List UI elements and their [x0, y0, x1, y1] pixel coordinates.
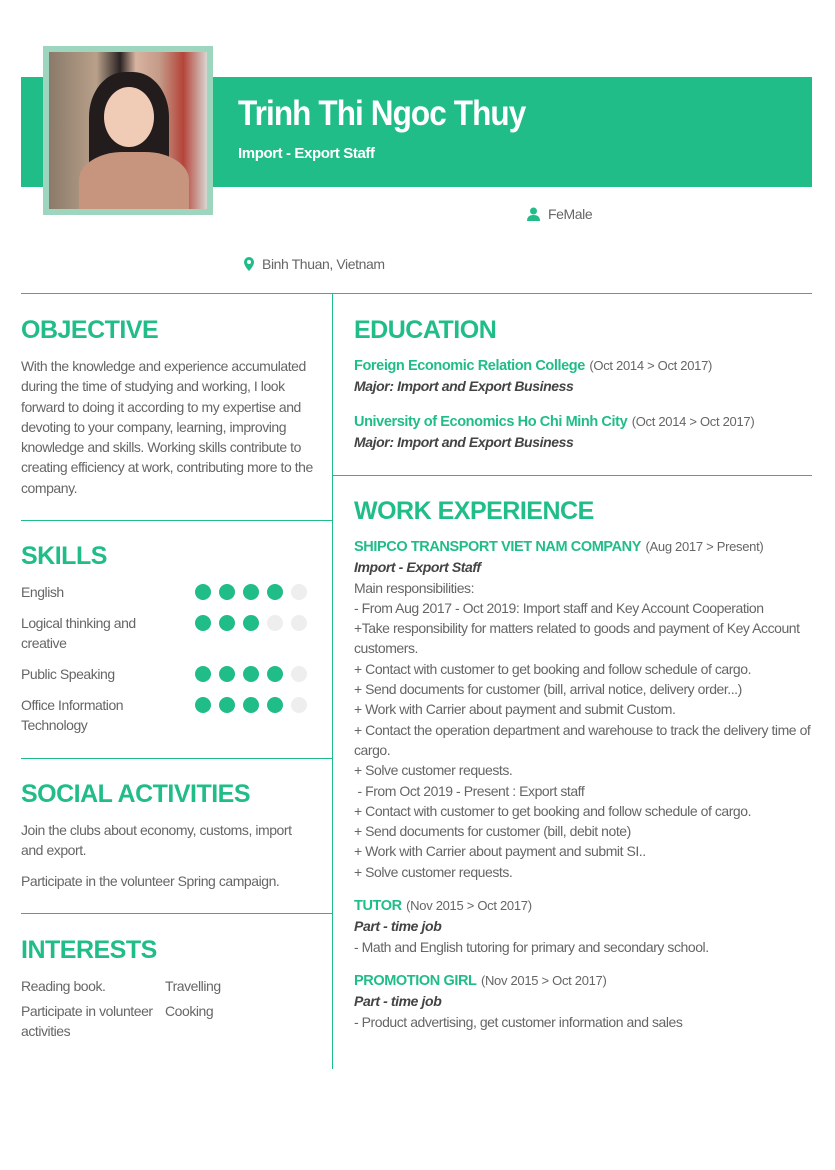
divider	[21, 520, 332, 521]
rating-dot	[195, 615, 211, 631]
rating-dot	[219, 666, 235, 682]
rating-dot	[219, 697, 235, 713]
work-line: +Take responsibility for matters related to goods and payment of Key Account customers.	[354, 620, 804, 657]
candidate-title: Import - Export Staff	[238, 145, 375, 162]
rating-dot	[219, 615, 235, 631]
work-role: Part - time job	[354, 918, 442, 935]
location: Binh Thuan, Vietnam	[262, 256, 385, 272]
rating-dot	[267, 666, 283, 682]
school-date: (Oct 2014 > Oct 2017)	[589, 358, 713, 373]
company-name: SHIPCO TRANSPORT VIET NAM COMPANY	[354, 539, 642, 555]
skill-rating	[195, 615, 307, 654]
work-item	[354, 971, 816, 1032]
work-role: Part - time job	[354, 993, 442, 1010]
social-item: Participate in the volunteer Spring campaign.	[21, 872, 280, 889]
rating-dot	[291, 697, 307, 713]
rating-dot	[267, 615, 283, 631]
work-line: - Product advertising, get customer information and sales	[354, 1013, 683, 1030]
rating-dot	[291, 584, 307, 600]
work-role: Import - Export Staff	[354, 559, 481, 576]
skill-item	[21, 582, 311, 602]
column-divider	[332, 293, 333, 1069]
work-line: + Contact the operation department and warehouse to track the delivery time of cargo.	[354, 721, 814, 758]
skill-item	[21, 613, 311, 654]
interest-item: Cooking	[165, 1003, 214, 1019]
interests-heading: INTERESTS	[21, 936, 157, 964]
rating-dot	[243, 666, 259, 682]
skill-label: Logical thinking and creative	[21, 615, 136, 652]
location-info	[244, 256, 385, 272]
gender-info	[527, 206, 592, 222]
work-line: + Work with Carrier about payment and submit SI..	[354, 843, 646, 860]
work-line: + Send documents for customer (bill, arrival notice, delivery order...)	[354, 681, 742, 698]
divider	[332, 475, 812, 476]
skills-heading: SKILLS	[21, 542, 107, 570]
candidate-name: Trinh Thi Ngoc Thuy	[238, 94, 526, 133]
work-line: Main responsibilities:	[354, 579, 475, 596]
work-line: - From Oct 2019 - Present : Export staff	[354, 782, 585, 799]
skill-label: Office Information Technology	[21, 697, 124, 734]
education-list	[354, 356, 814, 452]
major: Major: Import and Export Business	[354, 434, 574, 450]
school-date: (Oct 2014 > Oct 2017)	[631, 414, 755, 429]
major: Major: Import and Export Business	[354, 378, 574, 394]
education-item	[354, 356, 814, 396]
rating-dot	[243, 697, 259, 713]
work-date: (Nov 2015 > Oct 2017)	[406, 898, 532, 914]
work-item	[354, 896, 816, 957]
skill-label: Public Speaking	[21, 666, 115, 682]
rating-dot	[195, 584, 211, 600]
rating-dot	[243, 615, 259, 631]
divider	[21, 758, 332, 759]
rating-dot	[291, 615, 307, 631]
rating-dot	[267, 697, 283, 713]
interest-item: Participate in volunteer activities	[21, 1003, 153, 1040]
gender: FeMale	[548, 206, 593, 222]
profile-photo	[43, 46, 213, 215]
rating-dot	[291, 666, 307, 682]
education-heading: EDUCATION	[354, 316, 497, 344]
objective-text: With the knowledge and experience accumulated during the time of studying and working, I look forward to doing it according to my expertise and devoting to your company, learning, improving knowledge and skills. Working skills contribute to creating efficiency at work, contributing more to the company.	[21, 358, 313, 496]
work-line: - From Aug 2017 - Oct 2019: Import staff and Key Account Cooperation	[354, 599, 764, 616]
skill-label: English	[21, 584, 64, 600]
school-name: University of Economics Ho Chi Minh City	[354, 414, 628, 430]
social-list	[21, 820, 316, 891]
social-heading: SOCIAL ACTIVITIES	[21, 780, 251, 808]
social-item: Join the clubs about economy, customs, import and export.	[21, 822, 292, 859]
skill-rating	[195, 666, 307, 684]
work-line: + Contact with customer to get booking and follow schedule of cargo.	[354, 802, 752, 819]
rating-dot	[195, 697, 211, 713]
work-line: + Send documents for customer (bill, debit note)	[354, 823, 631, 840]
work-item	[354, 537, 816, 882]
rating-dot	[219, 584, 235, 600]
work-line: - Math and English tutoring for primary and secondary school.	[354, 938, 709, 955]
interest-item: Travelling	[165, 978, 221, 994]
work-line: + Work with Carrier about payment and submit Custom.	[354, 701, 676, 718]
skill-rating	[195, 584, 307, 602]
work-heading: WORK EXPERIENCE	[354, 497, 594, 525]
work-line: + Contact with customer to get booking and follow schedule of cargo.	[354, 660, 752, 677]
map-pin-icon	[244, 257, 254, 271]
work-date: (Nov 2015 > Oct 2017)	[480, 972, 607, 988]
interest-item: Reading book.	[21, 978, 106, 994]
work-line: + Solve customer requests.	[354, 762, 513, 779]
school-name: Foreign Economic Relation College	[354, 358, 585, 374]
rating-dot	[243, 584, 259, 600]
work-date: (Aug 2017 > Present)	[645, 539, 764, 554]
education-item	[354, 412, 814, 452]
work-line: + Solve customer requests.	[354, 863, 513, 880]
skill-item	[21, 664, 311, 684]
company-name: PROMOTION GIRL	[354, 972, 477, 989]
skill-rating	[195, 697, 307, 736]
skill-item	[21, 695, 311, 736]
rating-dot	[267, 584, 283, 600]
divider	[21, 293, 812, 294]
rating-dot	[195, 666, 211, 682]
work-list	[354, 537, 816, 1032]
divider	[21, 913, 332, 914]
objective-heading: OBJECTIVE	[21, 316, 159, 344]
user-icon	[527, 207, 540, 221]
company-name: TUTOR	[354, 898, 402, 915]
